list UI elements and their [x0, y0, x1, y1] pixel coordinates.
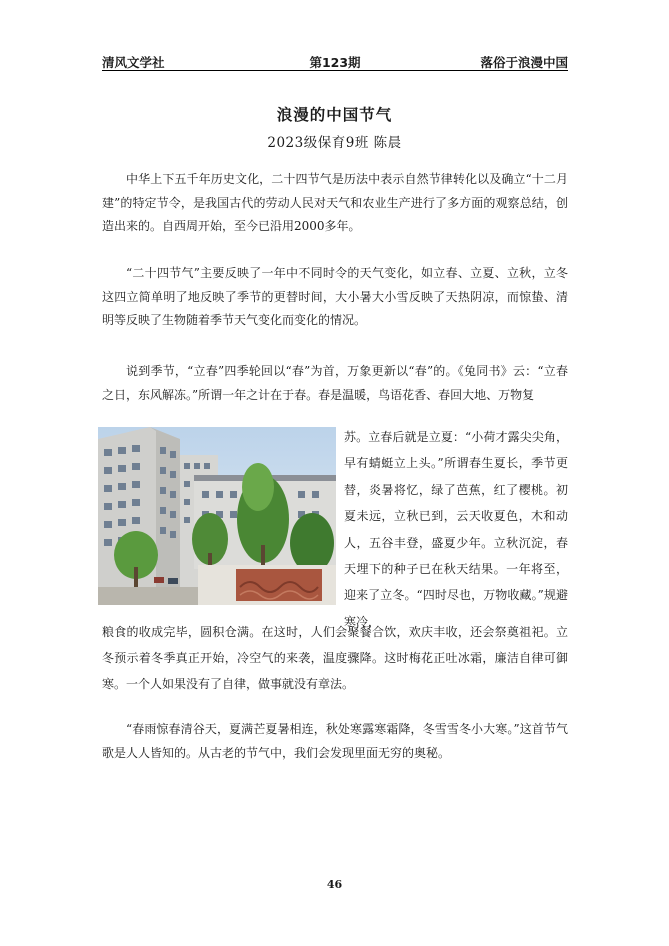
article-byline: 2023级保育9班 陈晨	[267, 135, 402, 151]
header-tagline: 落俗于浪漫中国	[480, 55, 568, 70]
campus-building-photo	[98, 427, 336, 605]
running-header	[102, 49, 568, 71]
header-divider	[102, 70, 568, 71]
paragraph-4-continued: 粮食的收成完毕，圆积仓满。在这时，人们会聚餐合饮，欢庆丰收，还会祭奠祖祀。立冬预示着冬季真正开始，冷空气的来袭，温度骤降。这时梅花正吐冰霜，廉洁自律可御寒。一个人如果没有了自律，做事就没有章法。	[102, 625, 568, 691]
paragraph-5: “春雨惊春清谷天，夏满芒夏暑相连，秋处寒露寒霜降，冬雪雪冬小大寒。”这首节气歌是人人皆知的。从古老的节气中，我们会发现里面无穷的奥秘。	[102, 722, 568, 760]
paragraph-2: “二十四节气”主要反映了一年中不同时令的天气变化，如立春、立夏、立秋，立冬这四立简单明了地反映了季节的更替时间，大小暑大小雪反映了天热阴凉，而惊蛰、清明等反映了生物随着季节天气变化而变化的情况。	[102, 266, 568, 327]
paragraph-3: 说到季节，“立春”四季轮回以“春”为首，万象更新以“春”的。《兔同书》云：“立春之日，东风解冻。”所谓一年之计在于春。春是温暖，鸟语花香、春回大地、万物复	[102, 364, 568, 402]
header-issue-number: 第123期	[309, 55, 361, 70]
paragraph-1: 中华上下五千年历史文化，二十四节气是历法中表示自然节律转化以及确立“十二月建”的特定节令，是我国古代的劳动人民对天气和农业生产进行了多方面的观察总结，创造出来的。自西周开始，至今已沿用2000多年。	[102, 172, 568, 233]
header-society-name: 清风文学社	[102, 55, 165, 70]
article-title: 浪漫的中国节气	[276, 105, 393, 124]
page-number: 46	[326, 878, 343, 891]
paragraph-4-wrap: 苏。立春后就是立夏：“小荷才露尖尖角，早有蜻蜓立上头。”所谓春生夏长，季节更替，炎暑将忆，绿了芭蕉，红了樱桃。初夏未远，立秋已到，云天收夏色，木和动人，五谷丰登，盛夏少年。立秋沉淀，春天埋下的种子已在秋天结果。一年将至，迎来了立冬。“四时尽也，万物收藏。”规避寒冷，	[344, 430, 568, 629]
